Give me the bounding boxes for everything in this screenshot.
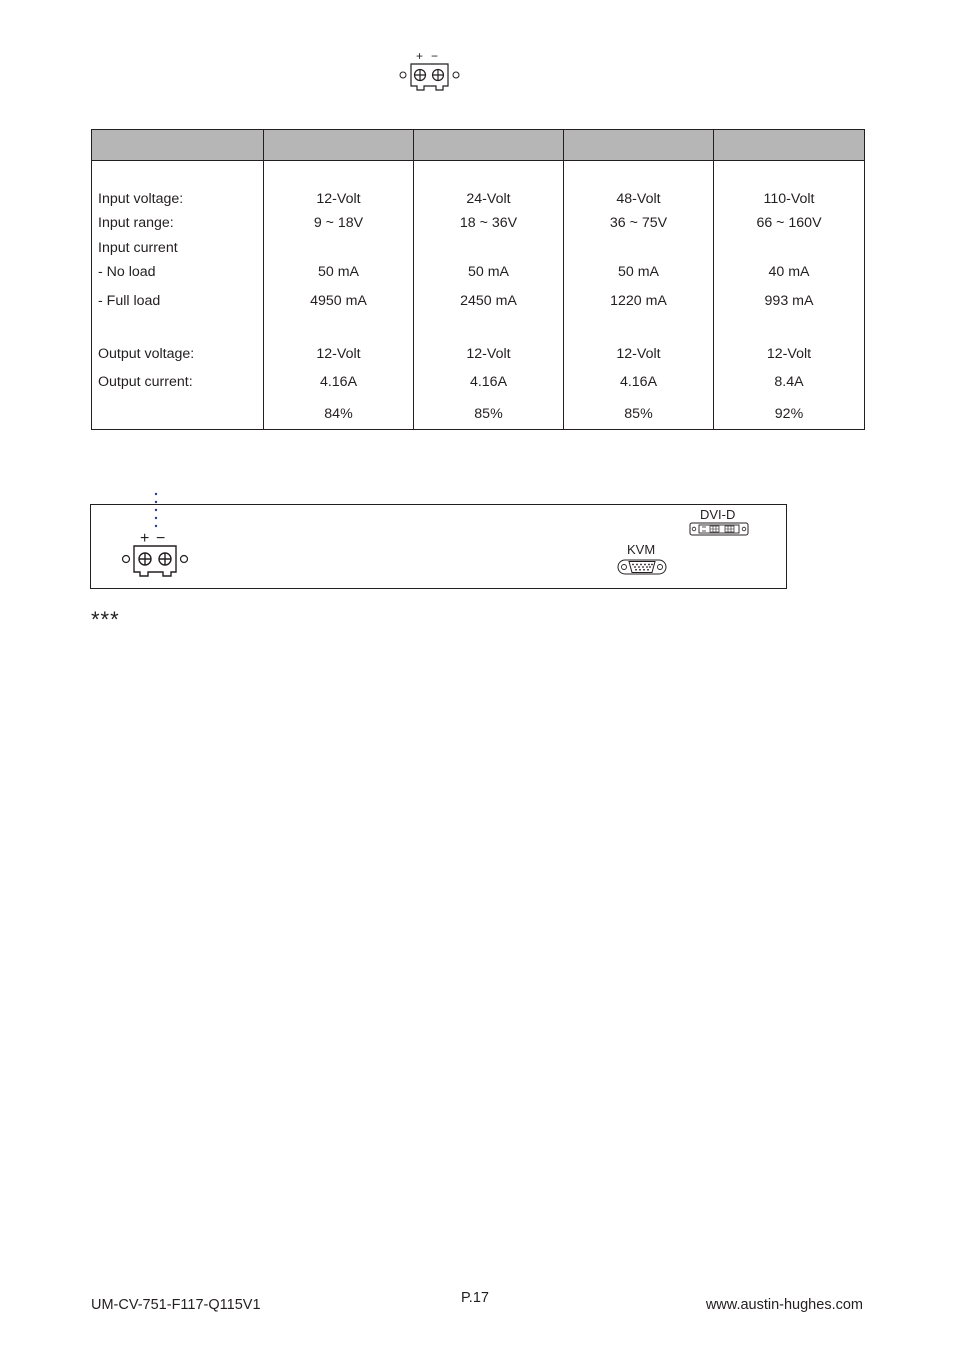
value-input-range: 36 ~ 75V: [609, 215, 668, 231]
column-110v: [714, 161, 865, 430]
value-output-voltage: 12-Volt: [466, 346, 511, 362]
value-output-current: 4.16A: [319, 374, 358, 390]
kvm-label: KVM: [627, 542, 656, 557]
value-efficiency: 85%: [624, 406, 653, 422]
value-input-range: 18 ~ 36V: [459, 215, 518, 231]
value-efficiency: 84%: [324, 406, 353, 422]
value-output-voltage: 12-Volt: [616, 346, 661, 362]
label-input-current: Input current: [98, 240, 178, 256]
header-cell: [414, 130, 564, 161]
value-no-load: 50 mA: [617, 264, 659, 280]
value-no-load: 40 mA: [768, 264, 810, 280]
value-full-load: 993 mA: [764, 293, 814, 309]
row-labels-cell: [92, 161, 264, 430]
document-id: UM-CV-751-F117-Q115V1: [91, 1297, 261, 1313]
value-no-load: 50 mA: [317, 264, 359, 280]
value-input-voltage: 110-Volt: [763, 191, 815, 207]
value-input-voltage: 12-Volt: [316, 191, 361, 207]
value-output-voltage: 12-Volt: [766, 346, 812, 362]
minus-sign: −: [156, 530, 166, 547]
value-no-load: 50 mA: [467, 264, 509, 280]
minus-sign: −: [431, 50, 439, 63]
value-input-range: 66 ~ 160V: [756, 215, 822, 231]
label-input-range: Input range:: [98, 215, 174, 231]
value-efficiency: 85%: [474, 406, 503, 422]
column-48v: [564, 161, 714, 430]
label-input-voltage: Input voltage:: [98, 191, 184, 207]
vga-port-icon: [617, 557, 667, 577]
header-cell: [714, 130, 865, 161]
table-body-row: [92, 161, 865, 430]
dvi-port-icon: [689, 521, 749, 537]
value-full-load: 1220 mA: [610, 293, 667, 309]
website-url: www.austin-hughes.com: [705, 1297, 863, 1313]
value-full-load: 2450 mA: [460, 293, 517, 309]
label-full-load: - Full load: [98, 293, 161, 309]
terminal-block-icon: [398, 50, 462, 92]
value-output-current: 4.16A: [469, 374, 508, 390]
label-no-load: - No load: [98, 264, 156, 280]
header-cell: [264, 130, 414, 161]
dotted-callout-line: [153, 492, 159, 528]
label-output-current: Output current:: [98, 374, 193, 390]
column-24v: [414, 161, 564, 430]
value-input-voltage: 48-Volt: [616, 191, 661, 207]
plus-sign: +: [140, 530, 150, 547]
plus-sign: +: [416, 50, 424, 63]
table-header-row: [92, 130, 865, 161]
page-number: P.17: [461, 1290, 489, 1306]
rear-panel-diagram: [90, 504, 787, 589]
dvi-d-label: DVI-D: [700, 507, 736, 522]
value-input-voltage: 24-Volt: [466, 191, 511, 207]
value-output-current: 4.16A: [619, 374, 658, 390]
value-efficiency: 92%: [774, 406, 804, 422]
value-output-voltage: 12-Volt: [316, 346, 361, 362]
label-output-voltage: Output voltage:: [98, 346, 195, 362]
note-marker: ***: [91, 607, 120, 632]
power-terminal-block-icon: [120, 530, 190, 578]
header-cell: [92, 130, 264, 161]
column-12v: [264, 161, 414, 430]
power-spec-table: [91, 129, 865, 430]
value-output-current: 8.4A: [774, 374, 804, 390]
value-input-range: 9 ~ 18V: [313, 215, 364, 231]
value-full-load: 4950 mA: [310, 293, 367, 309]
header-cell: [564, 130, 714, 161]
